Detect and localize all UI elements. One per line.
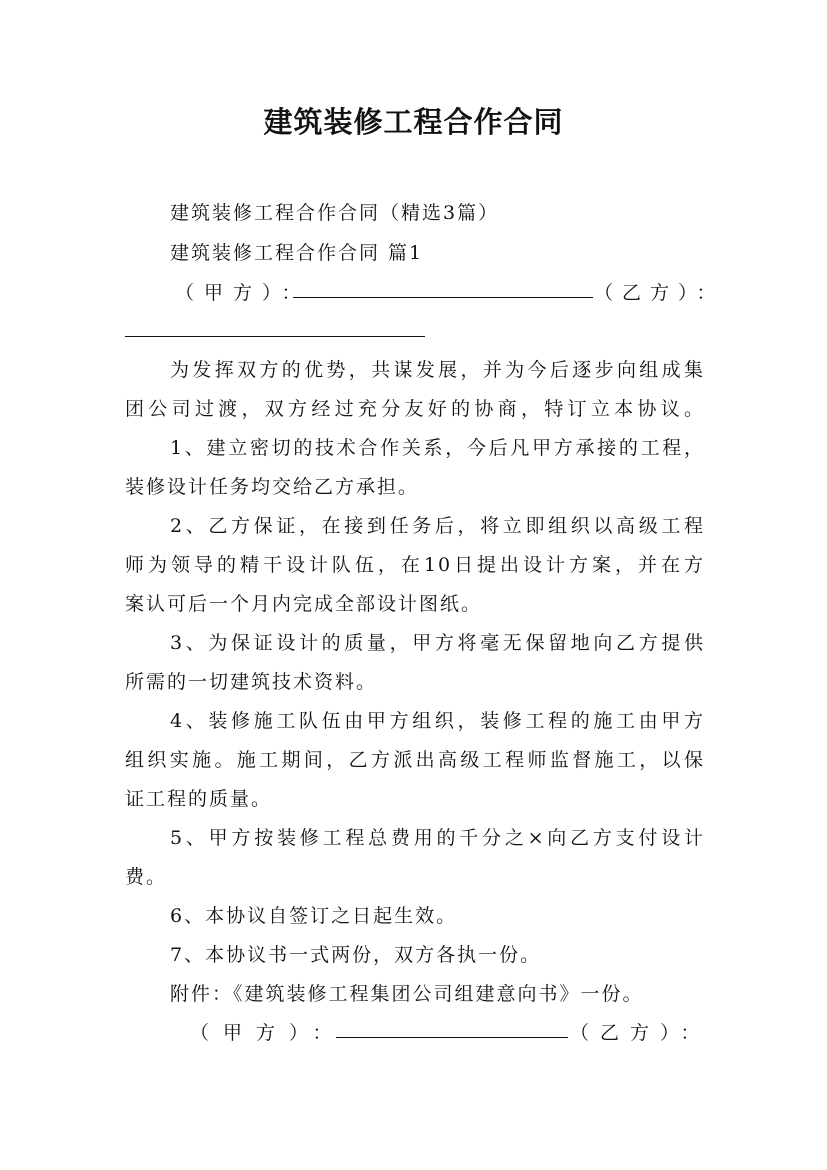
party-b-label-2: （乙方）： [570,1022,711,1044]
document-subtitle: 建筑装修工程合作合同（精选3篇） [170,202,500,224]
party-b-blank [125,318,425,337]
item-4-line-1: 4、装修施工队伍由甲方组织，装修工程的施工由甲方 [170,710,705,732]
document-title: 建筑装修工程合作合同 [263,105,564,139]
item-7: 7、本协议书一式两份，双方各执一份。 [170,944,542,966]
item-2-line-1: 2、乙方保证，在接到任务后，将立即组织以高级工程 [170,515,705,537]
party-b-label: （乙方）： [594,282,725,304]
party-a-label-2: （甲方）： [190,1022,346,1044]
item-4-line-3: 证工程的质量。 [125,788,273,810]
item-2-line-2: 师为领导的精干设计队伍，在10日提出设计方案，并在方 [125,554,705,576]
item-1-line-1: 1、建立密切的技术合作关系，今后凡甲方承接的工程， [170,437,705,459]
item-2-line-3: 案认可后一个月内完成全部设计图纸。 [125,593,483,615]
attachment-line: 附件：《建筑装修工程集团公司组建意向书》一份。 [170,983,644,1005]
party-a-label: （甲方）： [175,282,311,304]
item-5-line-1: 5、甲方按装修工程总费用的千分之×向乙方支付设计 [170,827,705,849]
item-6: 6、本协议自签订之日起生效。 [170,905,458,927]
section-heading: 建筑装修工程合作合同 篇1 [170,242,424,264]
item-3-line-2: 所需的一切建筑技术资料。 [125,671,378,693]
party-a-blank-2 [336,1019,568,1038]
item-5-line-2: 费。 [125,866,168,888]
item-4-line-2: 组织实施。施工期间，乙方派出高级工程师监督施工，以保 [125,749,705,771]
item-1-line-2: 装修设计任务均交给乙方承担。 [125,476,420,498]
party-a-blank [293,279,593,298]
item-3-line-1: 3、为保证设计的质量，甲方将毫无保留地向乙方提供 [170,632,705,654]
intro-line-2: 团公司过渡，双方经过充分友好的协商，特订立本协议。 [125,398,705,420]
intro-line-1: 为发挥双方的优势，共谋发展，并为今后逐步向组成集 [170,359,705,381]
